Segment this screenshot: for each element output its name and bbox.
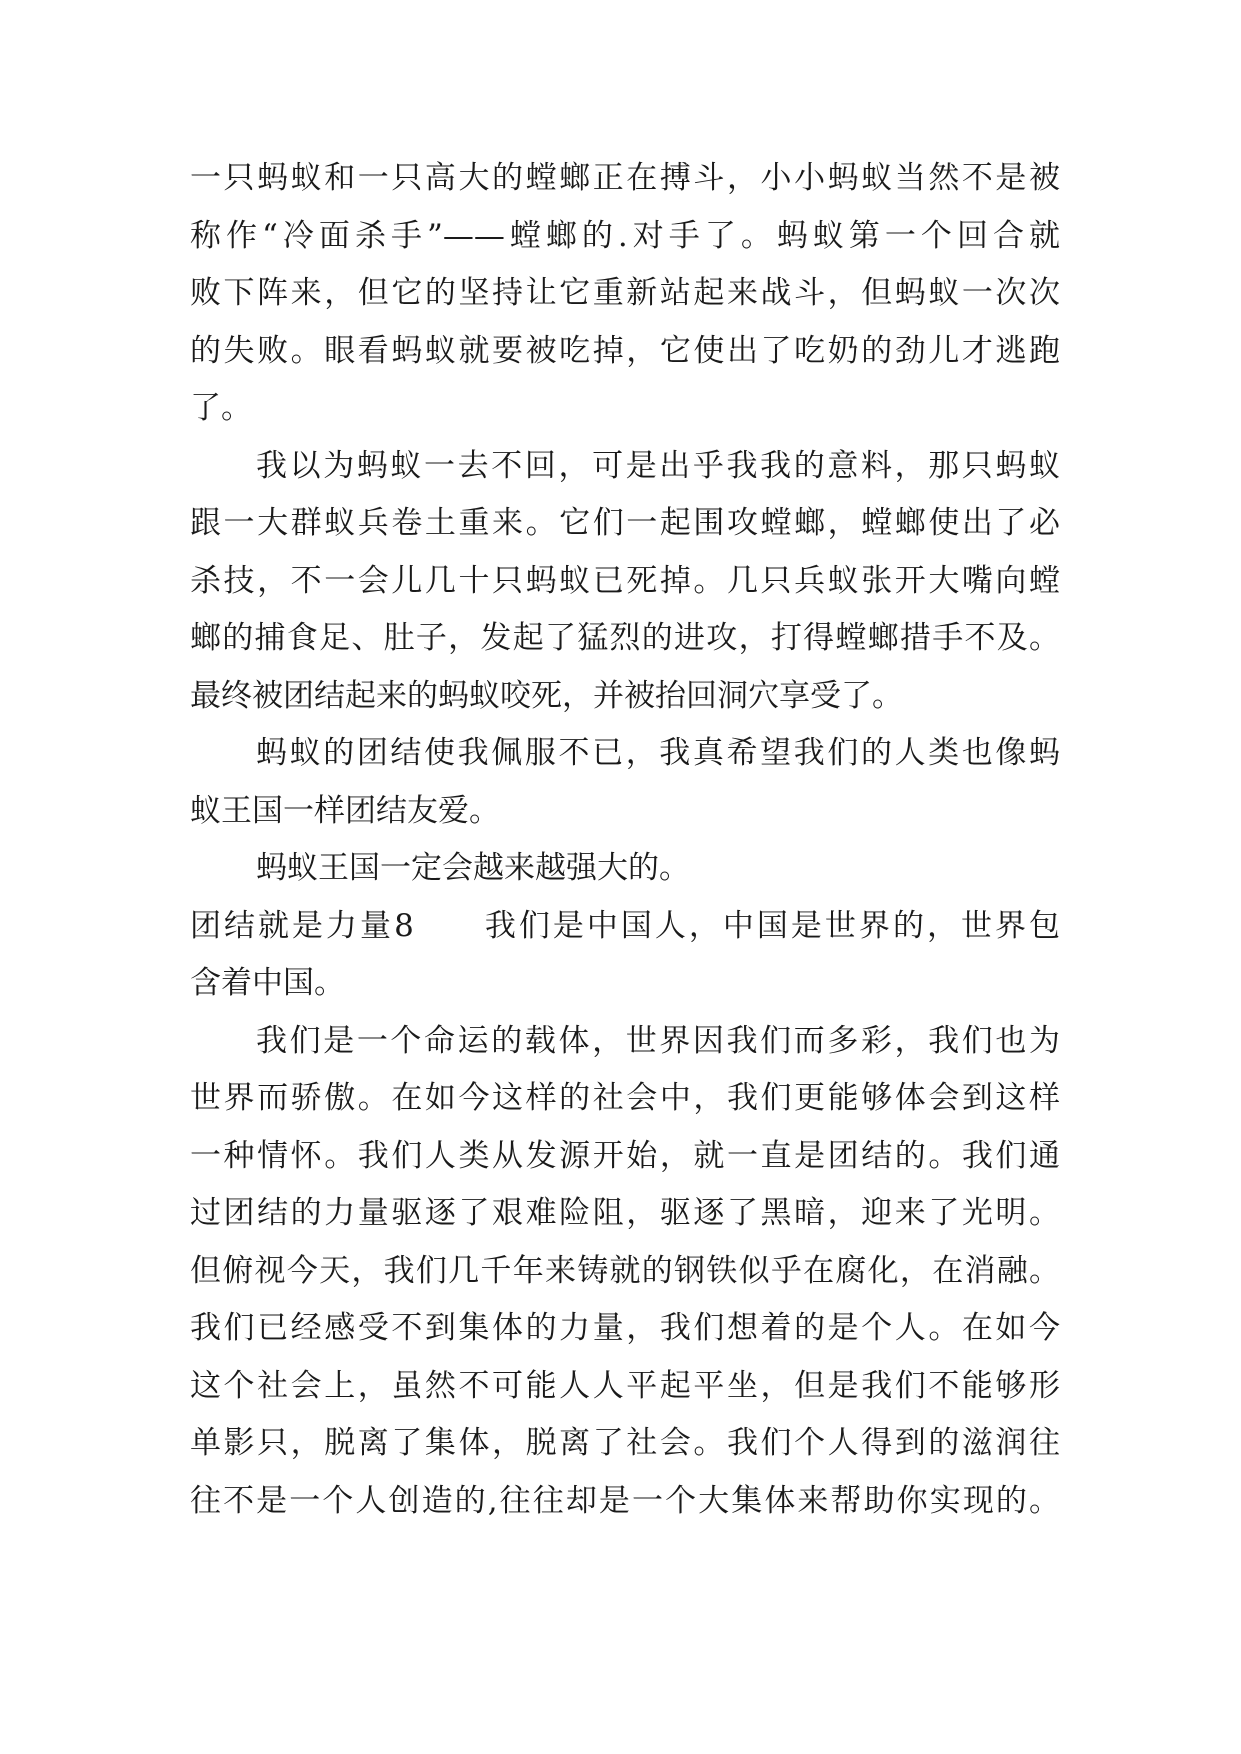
text-line: 了。 <box>190 390 252 426</box>
text-line: 往不是一个人创造的,往往却是一个大集体来帮助你实现的。 <box>190 1482 1060 1519</box>
paragraph-first-line: 蚂蚁王国一定会越来越强大的。 <box>256 850 690 886</box>
paragraph-first-line: 我们是一个命运的载体，世界因我们而多彩，我们也为 <box>256 1022 1060 1059</box>
text-line: 杀技，不一会儿几十只蚂蚁已死掉。几只兵蚁张开大嘴向螳 <box>190 562 1060 599</box>
text-line: 螂的捕食足、肚子，发起了猛烈的进攻，打得螳螂措手不及。 <box>190 620 1060 656</box>
text-line: 最终被团结起来的蚂蚁咬死，并被抬回洞穴享受了。 <box>190 677 903 714</box>
text-line: 世界而骄傲。在如今这样的社会中，我们更能够体会到这样 <box>190 1080 1060 1116</box>
text-line: 跟一大群蚁兵卷土重来。它们一起围攻螳螂，螳螂使出了必 <box>190 505 1060 541</box>
text-line: 蚁王国一样团结友爱。 <box>190 792 500 829</box>
text-line: 含着中国。 <box>190 965 345 1001</box>
text-line: 的失败。眼看蚂蚁就要被吃掉，它使出了吃奶的劲儿才逃跑 <box>190 332 1060 369</box>
text-line: 一种情怀。我们人类从发源开始，就一直是团结的。我们通 <box>190 1137 1060 1174</box>
text-line: 这个社会上，虽然不可能人人平起平坐，但是我们不能够形 <box>190 1367 1060 1404</box>
text-line: 称作“冷面杀手”——螳螂的.对手了。蚂蚁第一个回合就 <box>190 217 1060 254</box>
text-line: 一只蚂蚁和一只高大的螳螂正在搏斗，小小蚂蚁当然不是被 <box>190 160 1060 196</box>
document-page <box>190 150 1060 1530</box>
text-line: 但俯视今天，我们几千年来铸就的钢铁似乎在腐化，在消融。 <box>190 1252 1060 1289</box>
section-heading-line: 团结就是力量8 我们是中国人，中国是世界的，世界包 <box>190 907 1060 944</box>
paragraph-first-line: 我以为蚂蚁一去不回，可是出乎我我的意料，那只蚂蚁 <box>256 447 1060 484</box>
text-line: 败下阵来，但它的坚持让它重新站起来战斗，但蚂蚁一次次 <box>190 275 1060 311</box>
text-line: 过团结的力量驱逐了艰难险阻，驱逐了黑暗，迎来了光明。 <box>190 1195 1060 1231</box>
paragraph-first-line: 蚂蚁的团结使我佩服不已，我真希望我们的人类也像蚂 <box>256 735 1060 771</box>
text-line: 单影只，脱离了集体，脱离了社会。我们个人得到的滋润往 <box>190 1425 1060 1461</box>
text-line: 我们已经感受不到集体的力量，我们想着的是个人。在如今 <box>190 1310 1060 1346</box>
